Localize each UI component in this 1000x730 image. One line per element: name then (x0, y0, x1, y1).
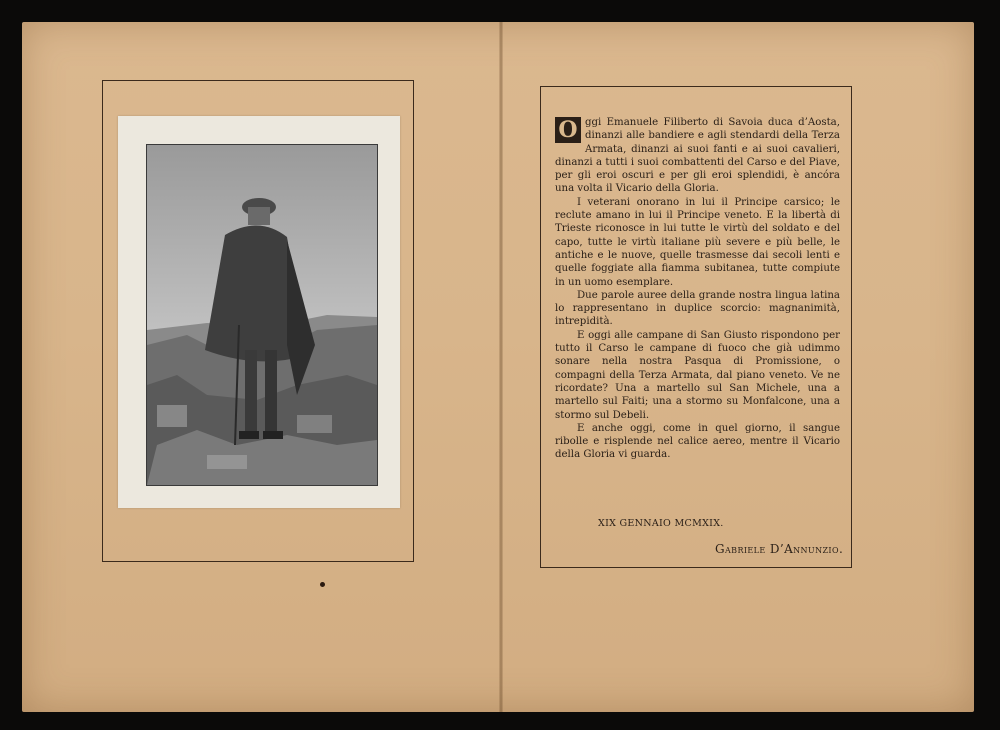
soldier-photo (146, 144, 378, 486)
paragraph-1: O ggi Emanuele Filiberto di Savoia duca d’Aosta, dinanzi alle bandiere e agli stendardi della Terza Armata, dinanzi ai suoi fanti e ai suoi cavalieri, dinanzi a tutti i suoi combattenti del Carso e del Piave, per gli eroi oscuri e per gli eroi splendidi, è ancóra una volta il Vicario della Gloria. (555, 117, 840, 195)
date-line: XIX GENNAIO MCMXIX. (598, 518, 724, 529)
paragraph-3: Due parole auree della grande nostra lingua latina lo rappresentano in duplice scorcio: magnanimità, intrepidità. (555, 289, 840, 328)
punch-hole (320, 582, 325, 587)
center-fold (499, 22, 503, 712)
proclamation-text (555, 116, 840, 462)
signature: Gabriele D’Annunzio. (715, 542, 844, 556)
paragraph-4: E oggi alle campane di San Giusto rispondono per tutto il Carso le campane di fuoco che già udimmo sonare nella nostra Pasqua di Promissione, o compagni della Terza Armata, dal piano veneto. Ve ne ricordate? Una a martello sul San Michele, una a martello sul Faiti; una a stormo su Monfalcone, una a stormo sul Debeli. (555, 329, 840, 421)
dropcap: O (555, 117, 581, 143)
paragraph-5: E anche oggi, come in quel giorno, il sangue ribolle e risplende nel calice aereo, mentre il Vicario della Gloria vi guarda. (555, 422, 840, 461)
paragraph-2: I veterani onorano in lui il Principe carsico; le reclute amano in lui il Principe veneto. E la libertà di Trieste riconosce in lui tutte le virtù del soldato e del capo, tutte le virtù italiane più severe e più belle, le antiche e le nuove, quelle trasmesse dai secoli lenti e quelle foggiate alla fiamma subitanea, tutte compiute in un uomo esemplare. (555, 196, 840, 288)
